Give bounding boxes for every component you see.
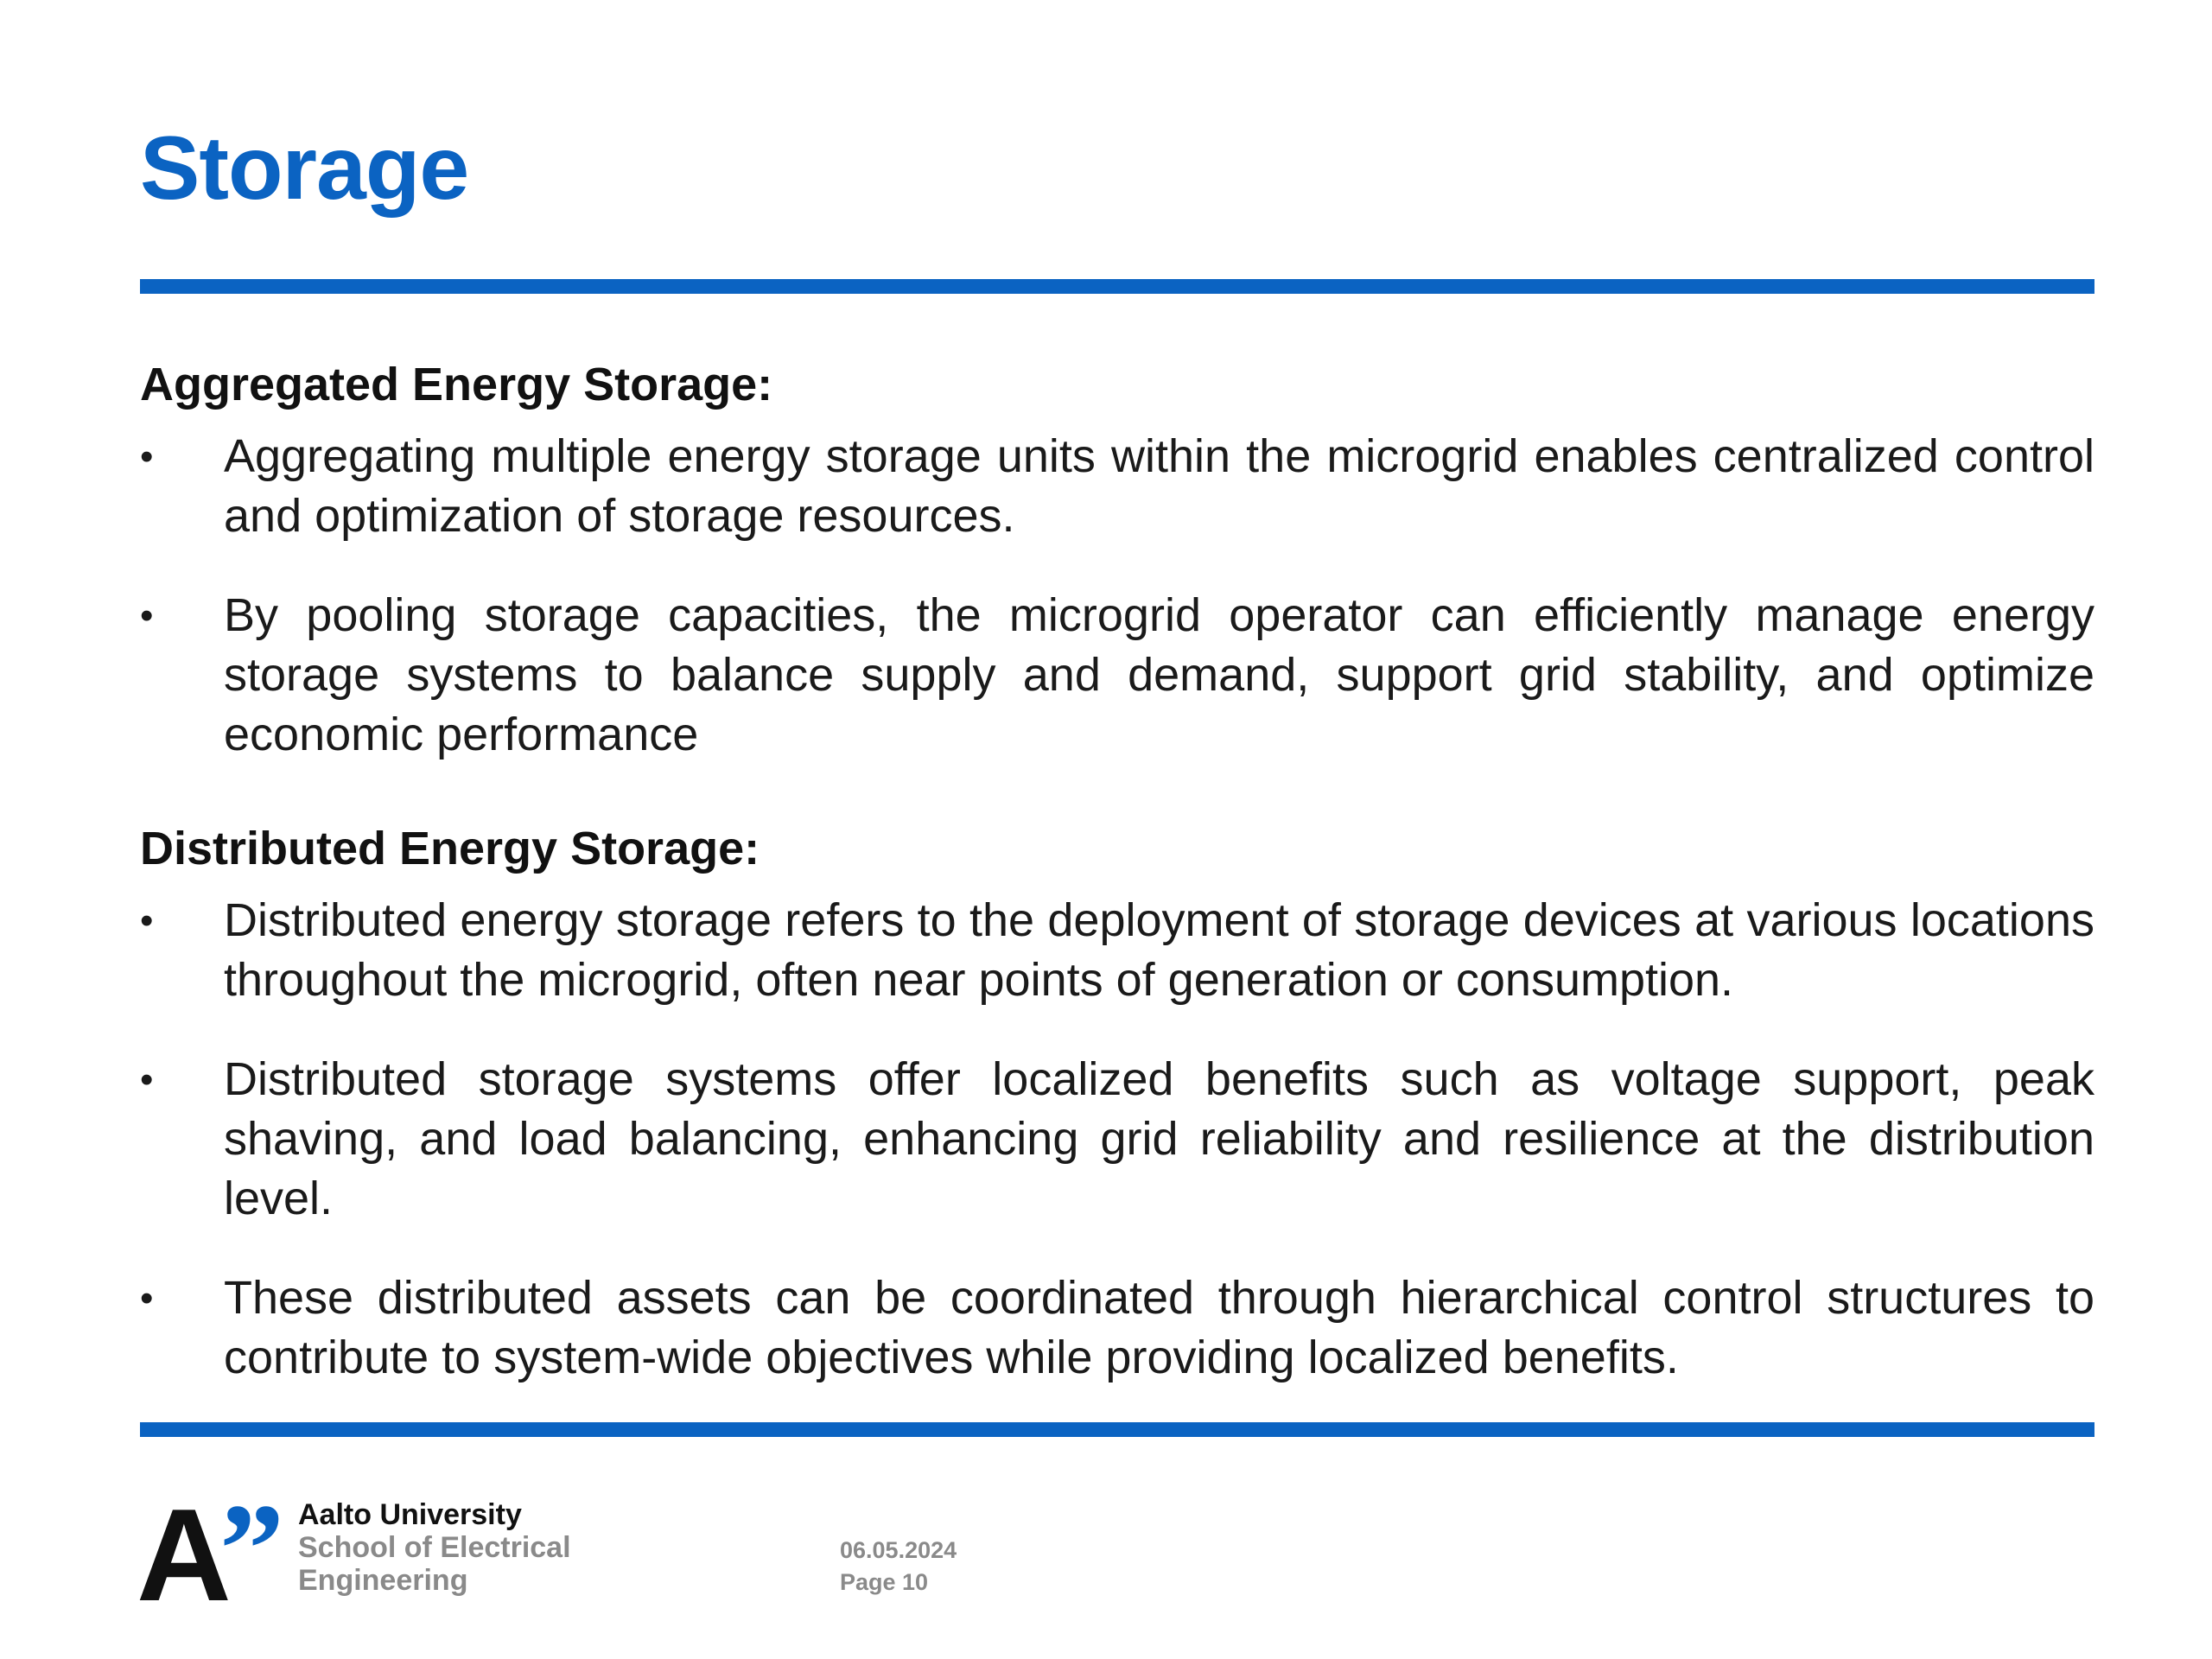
bullet-text: These distributed assets can be coordinated through hierarchical control structures to contribute to system-wide objectives while providing localized benefits. [224,1272,2094,1383]
bullet-icon: • [140,1277,154,1319]
school-name-line2: Engineering [298,1564,468,1597]
slide-content [140,353,2094,1388]
bullet-text: Aggregating multiple energy storage units within the microgrid enables centralized control and optimization of storage resources. [224,430,2094,542]
slide-title: Storage [140,118,469,219]
bottom-divider [140,1422,2094,1437]
aggregated-bullet-list [140,427,2094,765]
slide-meta [840,1535,957,1599]
bullet-text: By pooling storage capacities, the microgrid operator can efficiently manage energy storage systems to balance supply and demand, support grid stability, and optimize economic performance [224,589,2094,760]
bullet-item [140,427,2094,546]
university-name: Aalto University [298,1498,522,1531]
bullet-icon: • [140,1058,154,1101]
bullet-text: Distributed energy storage refers to the deployment of storage devices at various locations throughout the microgrid, often near points of generation or consumption. [224,894,2094,1006]
logo-quote-mark: ” [219,1478,284,1621]
bullet-item [140,1050,2094,1229]
bullet-item [140,1268,2094,1388]
section-heading-aggregated: Aggregated Energy Storage: [140,359,773,410]
logo-letter: A [137,1482,232,1629]
school-name-line1: School of Electrical [298,1531,571,1564]
bullet-icon: • [140,899,154,942]
top-divider [140,279,2094,294]
organization-block [298,1498,571,1597]
bullet-icon: • [140,594,154,637]
section-heading-distributed: Distributed Energy Storage: [140,823,760,874]
bullet-icon: • [140,435,154,478]
bullet-text: Distributed storage systems offer localized benefits such as voltage support, peak shaving, and load balancing, enhancing grid reliability and resilience at the distribution level. [224,1053,2094,1224]
bullet-item [140,891,2094,1010]
distributed-bullet-list [140,891,2094,1388]
slide-date: 06.05.2024 [840,1537,957,1563]
page-number: Page 10 [840,1569,929,1595]
bullet-item [140,586,2094,765]
